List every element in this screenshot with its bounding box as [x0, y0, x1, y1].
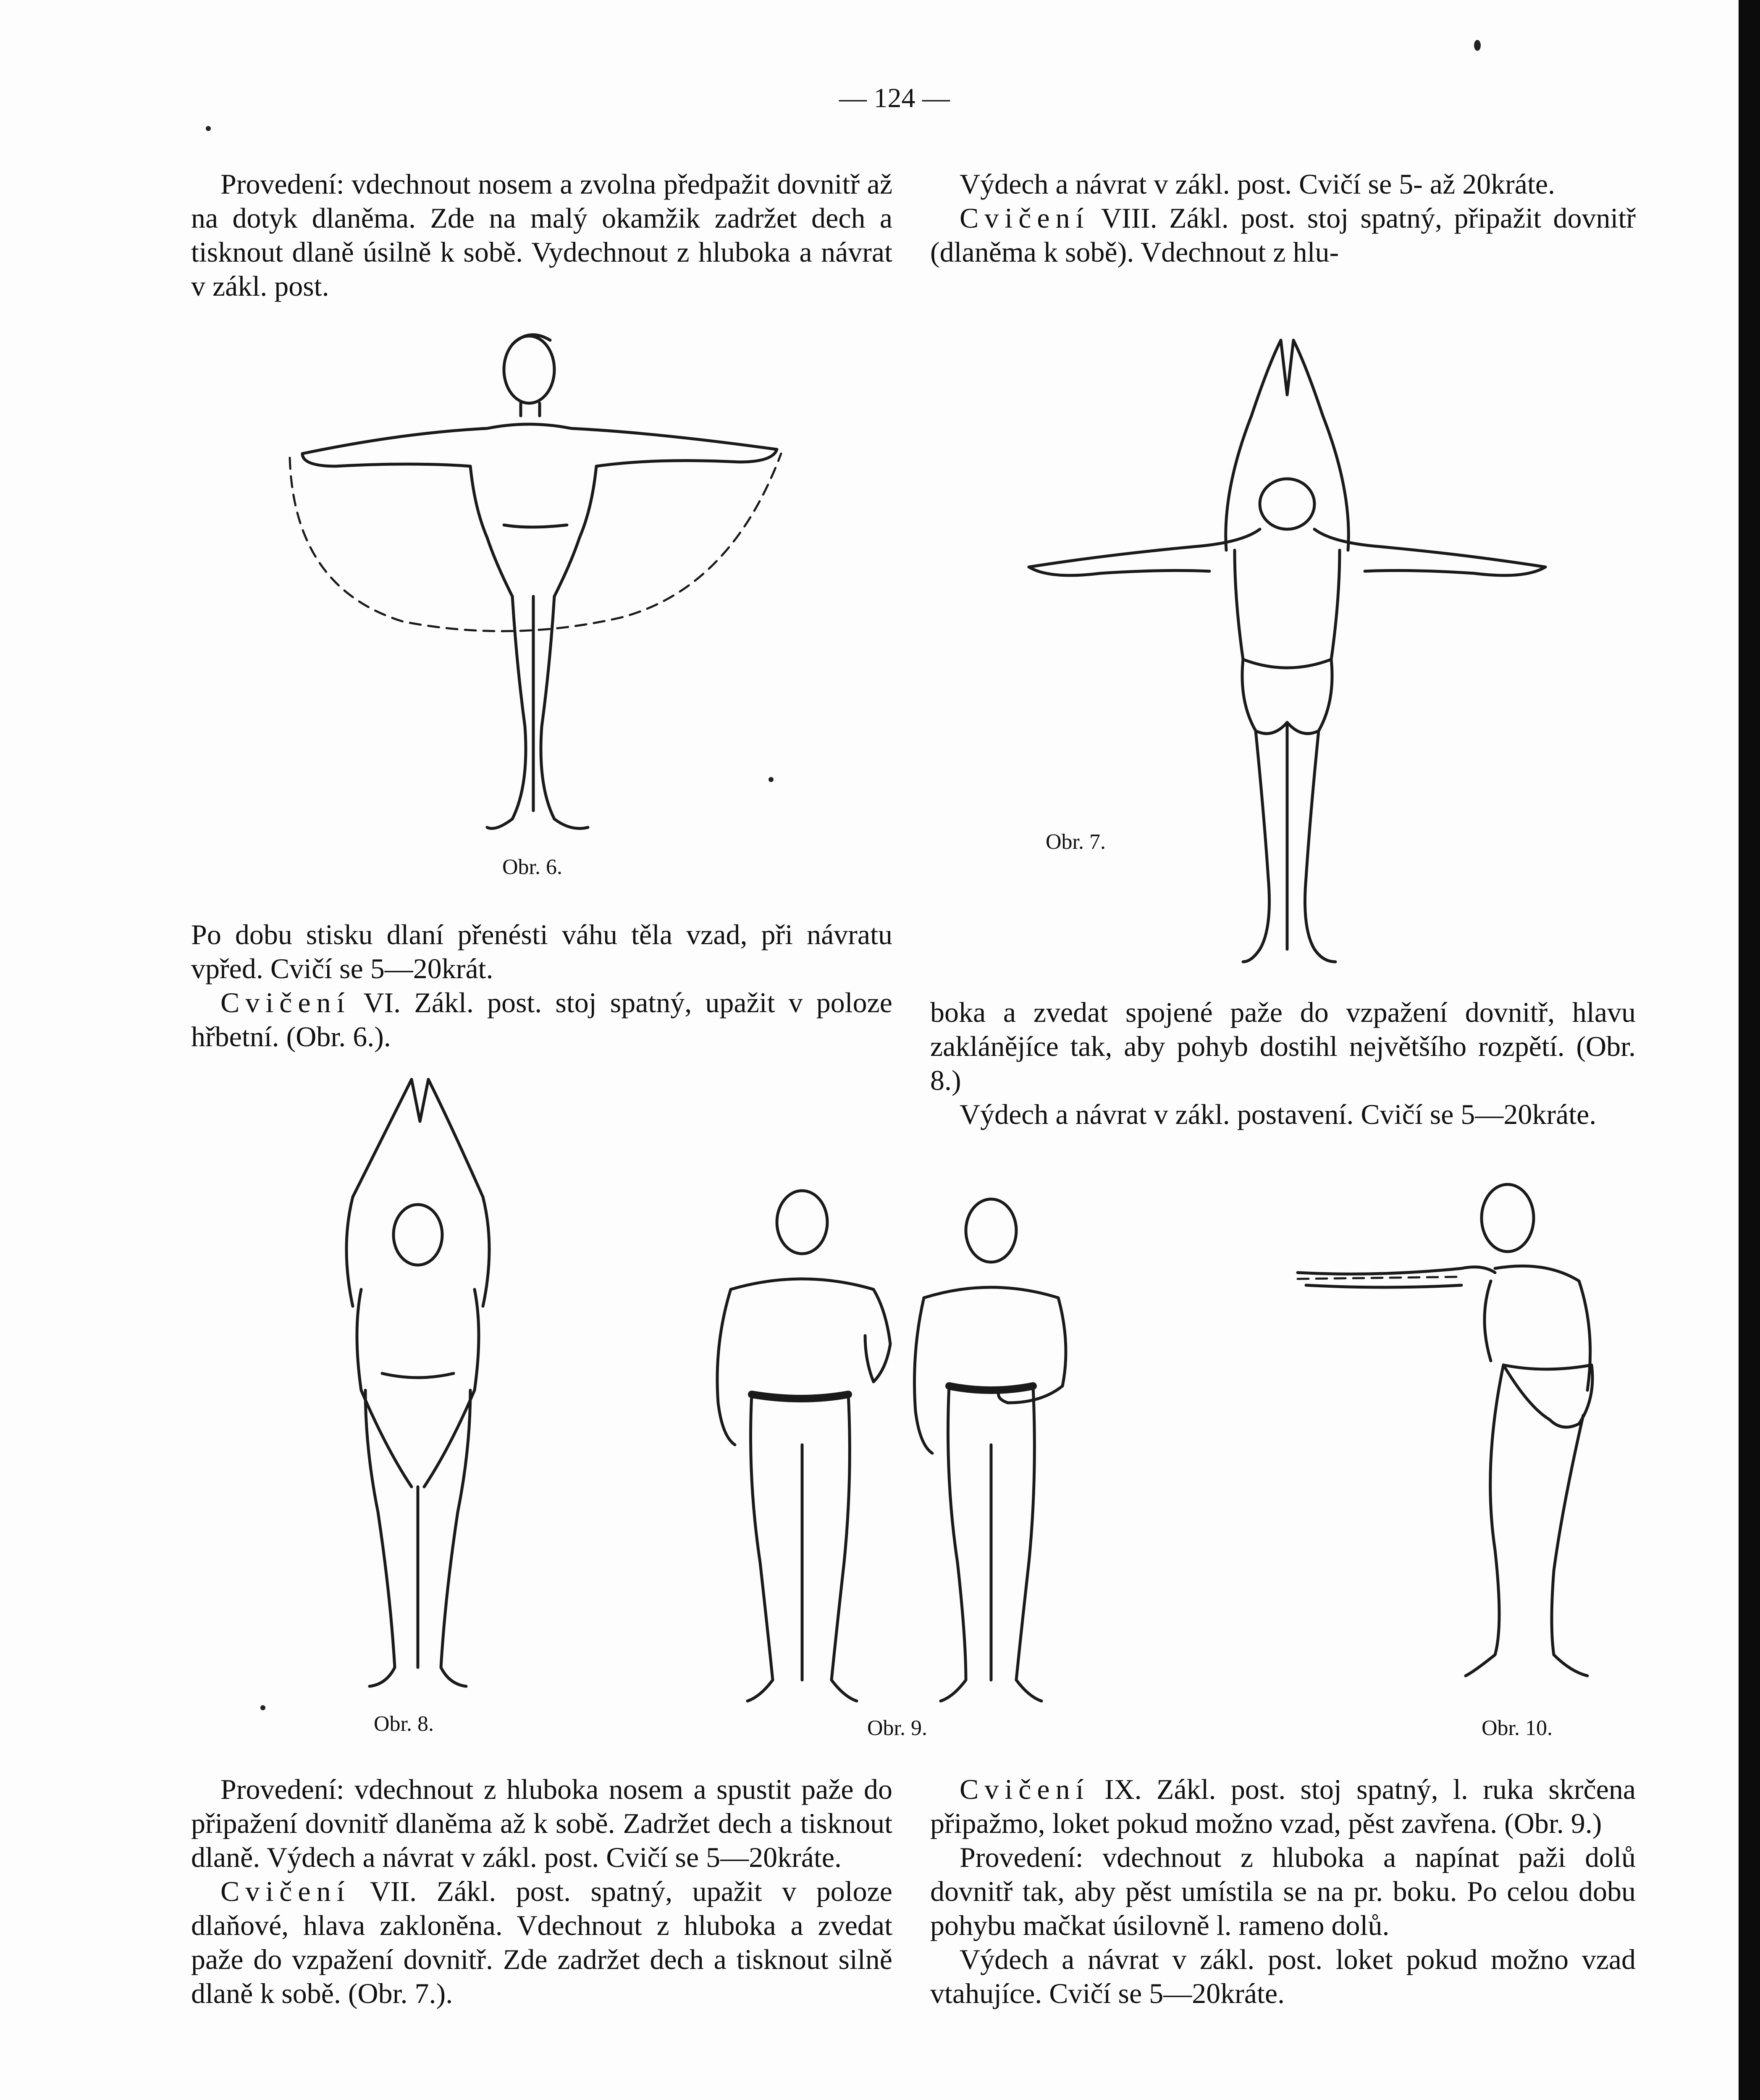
- belt: [752, 1394, 848, 1399]
- figure-9-caption: Obr. 9.: [867, 1716, 927, 1740]
- head: [504, 336, 554, 403]
- paragraph: Výdech a návrat v zákl. post. loket pokud možno vzad vtahujíce. Cvičí se 5—20kráte.: [930, 1943, 1636, 2009]
- figure-6-caption: Obr. 6.: [502, 855, 562, 879]
- torso: [1235, 550, 1340, 659]
- scan-speck: [206, 126, 211, 131]
- page-number: — 124 —: [839, 83, 950, 113]
- waist: [382, 1373, 454, 1378]
- paragraph: Výdech a návrat v zákl. post. Cvičí se 5- až 20kráte.: [960, 168, 1555, 200]
- paragraph: [191, 1874, 892, 2011]
- neck: [521, 403, 540, 416]
- shoulders: [731, 1279, 873, 1289]
- figure-8-drawing: [328, 1071, 512, 1693]
- scan-border-right: [1739, 0, 1760, 2100]
- arms-upper: [302, 424, 777, 466]
- text-left-bottom: [191, 1772, 892, 2011]
- head-2: [966, 1199, 1016, 1262]
- figure-10-drawing: [1293, 1172, 1608, 1701]
- raised-arms: [1226, 340, 1349, 550]
- arms-2: [915, 1298, 1066, 1453]
- text-right-mid: [930, 995, 1636, 1131]
- figure-7-drawing: [1025, 332, 1550, 974]
- shoulders-2: [924, 1287, 1058, 1298]
- paragraph: Provedení: vdechnout z hluboka a napínat paži dolů dovnitř tak, aby pěst umístila se na pr. boku. Po celou dobu pohybu mačkat úsilovně l. rameno dolů.: [930, 1841, 1636, 1941]
- briefs: [1503, 1365, 1592, 1427]
- scan-speck: [260, 1705, 265, 1710]
- legs: [1466, 1365, 1587, 1676]
- text-left-mid: [191, 918, 892, 1054]
- waist: [504, 525, 567, 527]
- exercise-label: Cvičení: [960, 1773, 1090, 1805]
- text-right-top: [930, 167, 1636, 269]
- arms-lower: [302, 454, 470, 466]
- legs: [1243, 731, 1335, 962]
- figure-6-drawing: [277, 328, 810, 848]
- paragraph: boka a zvedat spojené paže do vzpažení dovnitř, hlavu zaklánějíce tak, aby pohyb dostihl největšího rozpětí. (Obr. 8.): [930, 996, 1636, 1096]
- paragraph: [930, 1772, 1636, 1840]
- exercise-text: VIII. Zákl. post. stoj spatný, připažit dovnitř (dlaněma k sobě). Vdechnout z hlu-: [930, 202, 1636, 268]
- scan-speck: [1474, 40, 1481, 51]
- joined-hands: [1281, 340, 1293, 395]
- figure-9-drawing: [706, 1184, 1075, 1714]
- exercise-label: Cvičení: [220, 987, 351, 1018]
- belt-2: [949, 1386, 1033, 1390]
- torso-arms: [357, 1289, 479, 1487]
- figure-7-caption: Obr. 7.: [1046, 830, 1106, 854]
- paragraph: [191, 986, 892, 1054]
- paragraph: Po dobu stisku dlaní přenésti váhu těla vzad, při návratu vpřed. Cvičí se 5—20krát.: [191, 919, 892, 984]
- exercise-text: IX. Zákl. post. stoj spatný, l. ruka skrčena připažmo, loket pokud možno vzad, pěst zavřena. (Obr. 9.): [930, 1773, 1636, 1839]
- head: [777, 1191, 827, 1254]
- scan-speck: [769, 777, 774, 782]
- outstretched-arms: [1029, 529, 1545, 567]
- paragraph: [930, 201, 1636, 269]
- head: [1260, 479, 1314, 529]
- torso: [1485, 1266, 1590, 1390]
- exercise-label: Cvičení: [220, 1875, 351, 1907]
- figure-8-caption: Obr. 8.: [374, 1712, 434, 1736]
- arc-path: [290, 454, 781, 631]
- exercise-text: VI. Zákl. post. stoj spatný, upažit v poloze hřbetní. (Obr. 6.).: [191, 987, 892, 1053]
- head: [393, 1205, 442, 1265]
- paragraph: Provedení: vdechnout nosem a zvolna předpažit dovnitř až na dotyk dlaněma. Zde na malý okamžik zadržet dech a tisknout dlaně úsilně k sobě. Vydechnout z hluboka a návrat v zákl. post.: [191, 168, 892, 302]
- text-left-top: [191, 167, 892, 303]
- paragraph: Provedení: vdechnout z hluboka nosem a spustit paže do připažení dovnitř dlaněma až k sobě. Zadržet dech a tisknout dlaně. Výdech a návrat v zákl. post. Cvičí se 5—20kráte.: [191, 1773, 892, 1873]
- hips: [487, 538, 580, 596]
- head: [1482, 1184, 1534, 1252]
- arms-lower: [1029, 567, 1545, 575]
- exercise-text: VII. Zákl. post. spatný, upažit v poloze dlaňové, hlava zakloněna. Vdechnout z hluboka a zvedat paže do vzpažení dovnitř. Zde zadržet dech a tisknout silně dlaně k sobě. (Obr. 7.).: [191, 1875, 892, 2009]
- figure-10-caption: Obr. 10.: [1482, 1716, 1553, 1740]
- paragraph: Výdech a návrat v zákl. postavení. Cvičí se 5—20kráte.: [960, 1098, 1597, 1130]
- exercise-label: Cvičení: [960, 202, 1090, 234]
- arms: [717, 1289, 890, 1445]
- text-right-bottom: [930, 1772, 1636, 2011]
- joined-hands: [412, 1079, 428, 1121]
- arm-direction: [1298, 1277, 1461, 1279]
